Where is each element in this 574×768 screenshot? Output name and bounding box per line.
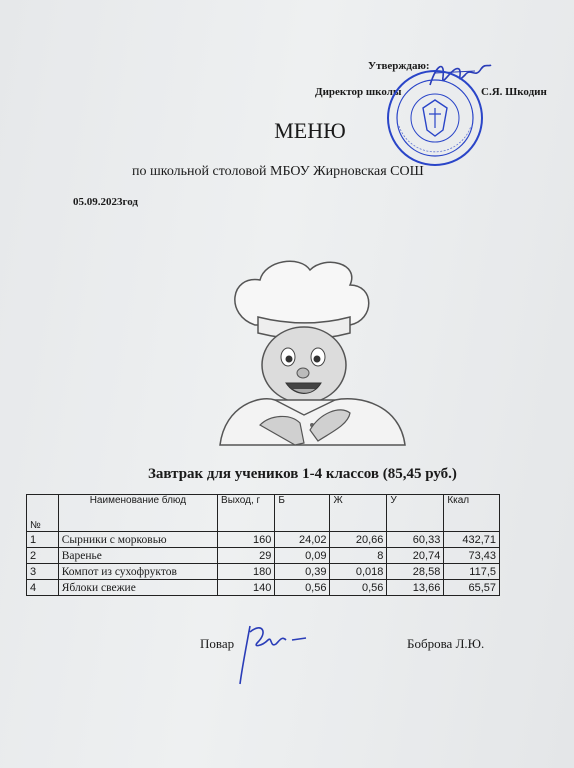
dish-weight: 140 [218, 580, 275, 596]
dish-carbs: 13,66 [387, 580, 444, 596]
dish-kcal: 73,43 [444, 548, 500, 564]
dish-weight: 180 [218, 564, 275, 580]
dish-name: Варенье [58, 548, 217, 564]
row-number: 2 [27, 548, 59, 564]
director-name: С.Я. Шкодин [481, 86, 547, 98]
dish-fat: 0,56 [330, 580, 387, 596]
dish-weight: 29 [218, 548, 275, 564]
column-header-name: Наименование блюд [58, 495, 217, 532]
dish-fat: 20,66 [330, 532, 387, 548]
dish-name: Компот из сухофруктов [58, 564, 217, 580]
dish-protein: 24,02 [275, 532, 330, 548]
dish-fat: 8 [330, 548, 387, 564]
row-number: 4 [27, 580, 59, 596]
chef-illustration [200, 255, 420, 450]
column-header-weight: Выход, г [218, 495, 275, 532]
dish-weight: 160 [218, 532, 275, 548]
dish-protein: 0,39 [275, 564, 330, 580]
column-header-number: № [27, 495, 59, 532]
table-row [27, 548, 500, 564]
director-label: Директор школы [315, 86, 402, 98]
dish-carbs: 60,33 [387, 532, 444, 548]
cook-signature [232, 618, 312, 688]
dish-carbs: 28,58 [387, 564, 444, 580]
dish-protein: 0,56 [275, 580, 330, 596]
column-header-protein: Б [275, 495, 330, 532]
menu-date: 05.09.2023год [73, 196, 138, 208]
page-title: МЕНЮ [274, 118, 346, 143]
dish-fat: 0,018 [330, 564, 387, 580]
column-header-carbs: У [387, 495, 444, 532]
table-row [27, 564, 500, 580]
column-header-kcal: Ккал [444, 495, 500, 532]
dish-kcal: 432,71 [444, 532, 500, 548]
dish-carbs: 20,74 [387, 548, 444, 564]
dish-kcal: 117,5 [444, 564, 500, 580]
page-subtitle: по школьной столовой МБОУ Жирновская СОШ [132, 164, 424, 179]
dish-protein: 0,09 [275, 548, 330, 564]
dish-name: Сырники с морковью [58, 532, 217, 548]
table-row [27, 532, 500, 548]
row-number: 1 [27, 532, 59, 548]
cook-label: Повар [200, 636, 235, 651]
meal-title: Завтрак для учеников 1-4 классов (85,45 руб.) [148, 466, 457, 482]
approve-label: Утверждаю: [368, 60, 430, 72]
dish-name: Яблоки свежие [58, 580, 217, 596]
table-header-row [27, 495, 500, 532]
menu-table [26, 494, 500, 596]
table-row [27, 580, 500, 596]
column-header-fat: Ж [330, 495, 387, 532]
row-number: 3 [27, 564, 59, 580]
dish-kcal: 65,57 [444, 580, 500, 596]
cook-name: Боброва Л.Ю. [407, 636, 485, 651]
